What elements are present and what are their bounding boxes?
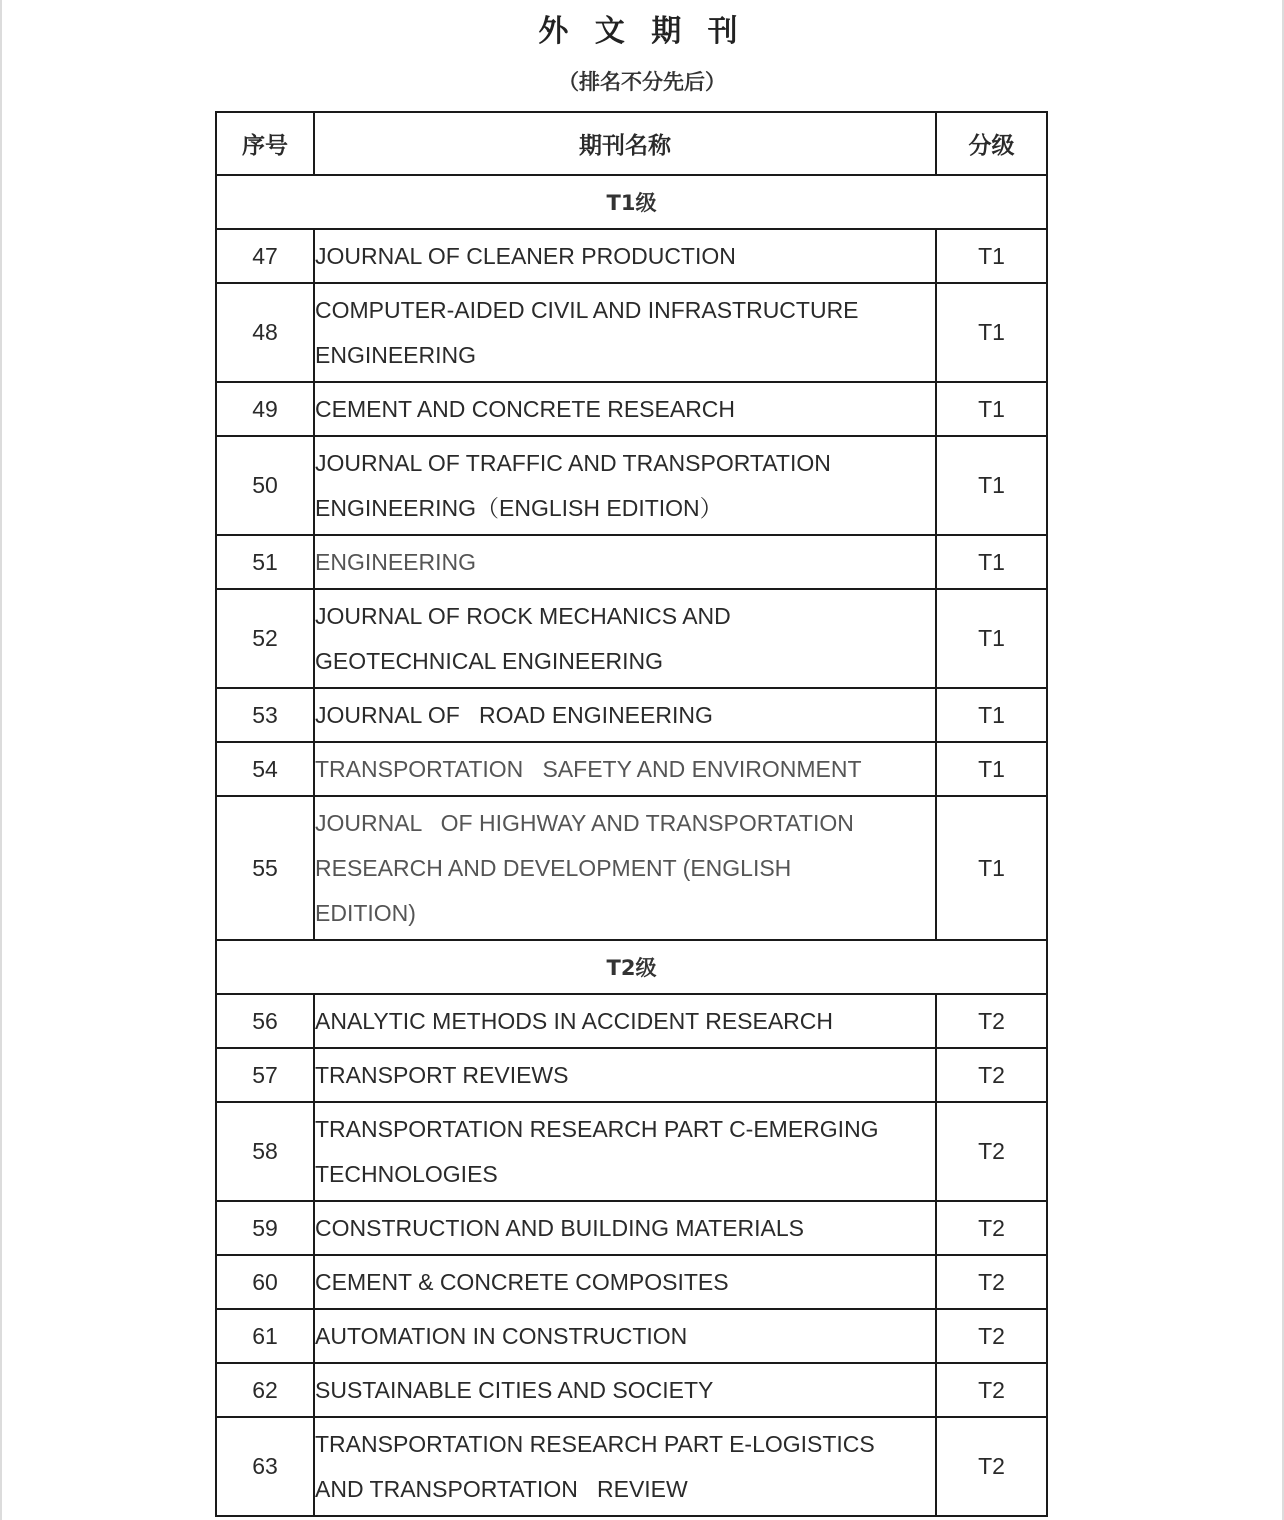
row-number: 55 [216, 796, 314, 940]
journal-grade: T1 [936, 688, 1047, 742]
journal-name: JOURNAL OF ROAD ENGINEERING [314, 688, 936, 742]
journal-grade: T2 [936, 1417, 1047, 1516]
journal-grade: T2 [936, 1201, 1047, 1255]
header-number: 序号 [216, 112, 314, 175]
page-title: 外 文 期 刊 [538, 14, 746, 49]
table-row [216, 1363, 1047, 1417]
journal-grade: T1 [936, 535, 1047, 589]
journal-name: TRANSPORT REVIEWS [314, 1048, 936, 1102]
journal-table [215, 111, 1048, 1517]
header-grade: 分级 [936, 112, 1047, 175]
row-number: 57 [216, 1048, 314, 1102]
table-row [216, 1309, 1047, 1363]
journal-name: TRANSPORTATION SAFETY AND ENVIRONMENT [314, 742, 936, 796]
table-row [216, 535, 1047, 589]
journal-name: CONSTRUCTION AND BUILDING MATERIALS [314, 1201, 936, 1255]
journal-grade: T1 [936, 229, 1047, 283]
journal-grade: T2 [936, 1102, 1047, 1201]
row-number: 58 [216, 1102, 314, 1201]
row-number: 62 [216, 1363, 314, 1417]
journal-name: AUTOMATION IN CONSTRUCTION [314, 1309, 936, 1363]
table-row [216, 436, 1047, 535]
row-number: 56 [216, 994, 314, 1048]
journal-name: JOURNAL OF CLEANER PRODUCTION [314, 229, 936, 283]
table-row [216, 382, 1047, 436]
section-label: T2级 [216, 940, 1047, 994]
table-row [216, 1102, 1047, 1201]
journal-name: CEMENT AND CONCRETE RESEARCH [314, 382, 936, 436]
section-label: T1级 [216, 175, 1047, 229]
journal-name: TRANSPORTATION RESEARCH PART E-LOGISTICS AND TRANSPORTATION REVIEW [314, 1417, 936, 1516]
journal-grade: T1 [936, 283, 1047, 382]
journal-grade: T1 [936, 589, 1047, 688]
journal-grade: T2 [936, 1048, 1047, 1102]
journal-grade: T1 [936, 436, 1047, 535]
journal-name: JOURNAL OF HIGHWAY AND TRANSPORTATION RESEARCH AND DEVELOPMENT (ENGLISH EDITION) [314, 796, 936, 940]
row-number: 53 [216, 688, 314, 742]
journal-name: JOURNAL OF TRAFFIC AND TRANSPORTATION ENGINEERING（ENGLISH EDITION） [314, 436, 936, 535]
table-row [216, 283, 1047, 382]
row-number: 50 [216, 436, 314, 535]
journal-grade: T1 [936, 796, 1047, 940]
table-header-row [216, 112, 1047, 175]
journal-name: JOURNAL OF ROCK MECHANICS AND GEOTECHNICAL ENGINEERING [314, 589, 936, 688]
journal-name: ANALYTIC METHODS IN ACCIDENT RESEARCH [314, 994, 936, 1048]
table-row [216, 688, 1047, 742]
page-subtitle: （排名不分先后） [558, 70, 726, 94]
table-row [216, 742, 1047, 796]
table-row [216, 1201, 1047, 1255]
row-number: 60 [216, 1255, 314, 1309]
row-number: 54 [216, 742, 314, 796]
journal-name: COMPUTER-AIDED CIVIL AND INFRASTRUCTURE ENGINEERING [314, 283, 936, 382]
row-number: 63 [216, 1417, 314, 1516]
journal-name: SUSTAINABLE CITIES AND SOCIETY [314, 1363, 936, 1417]
journal-grade: T2 [936, 1255, 1047, 1309]
table-row [216, 796, 1047, 940]
row-number: 51 [216, 535, 314, 589]
journal-grade: T2 [936, 1309, 1047, 1363]
row-number: 52 [216, 589, 314, 688]
journal-grade: T2 [936, 994, 1047, 1048]
journal-grade: T1 [936, 382, 1047, 436]
row-number: 61 [216, 1309, 314, 1363]
row-number: 48 [216, 283, 314, 382]
row-number: 47 [216, 229, 314, 283]
table-row [216, 1048, 1047, 1102]
row-number: 49 [216, 382, 314, 436]
section-row-t2 [216, 940, 1047, 994]
row-number: 59 [216, 1201, 314, 1255]
journal-grade: T2 [936, 1363, 1047, 1417]
journal-grade: T1 [936, 742, 1047, 796]
journal-name: ENGINEERING [314, 535, 936, 589]
page-edge-left [0, 0, 2, 1520]
section-row-t1 [216, 175, 1047, 229]
table-row [216, 1255, 1047, 1309]
table-row [216, 229, 1047, 283]
table-row [216, 994, 1047, 1048]
table-row [216, 589, 1047, 688]
header-journal-name: 期刊名称 [314, 112, 936, 175]
table-row [216, 1417, 1047, 1516]
journal-name: CEMENT & CONCRETE COMPOSITES [314, 1255, 936, 1309]
journal-name: TRANSPORTATION RESEARCH PART C-EMERGING TECHNOLOGIES [314, 1102, 936, 1201]
